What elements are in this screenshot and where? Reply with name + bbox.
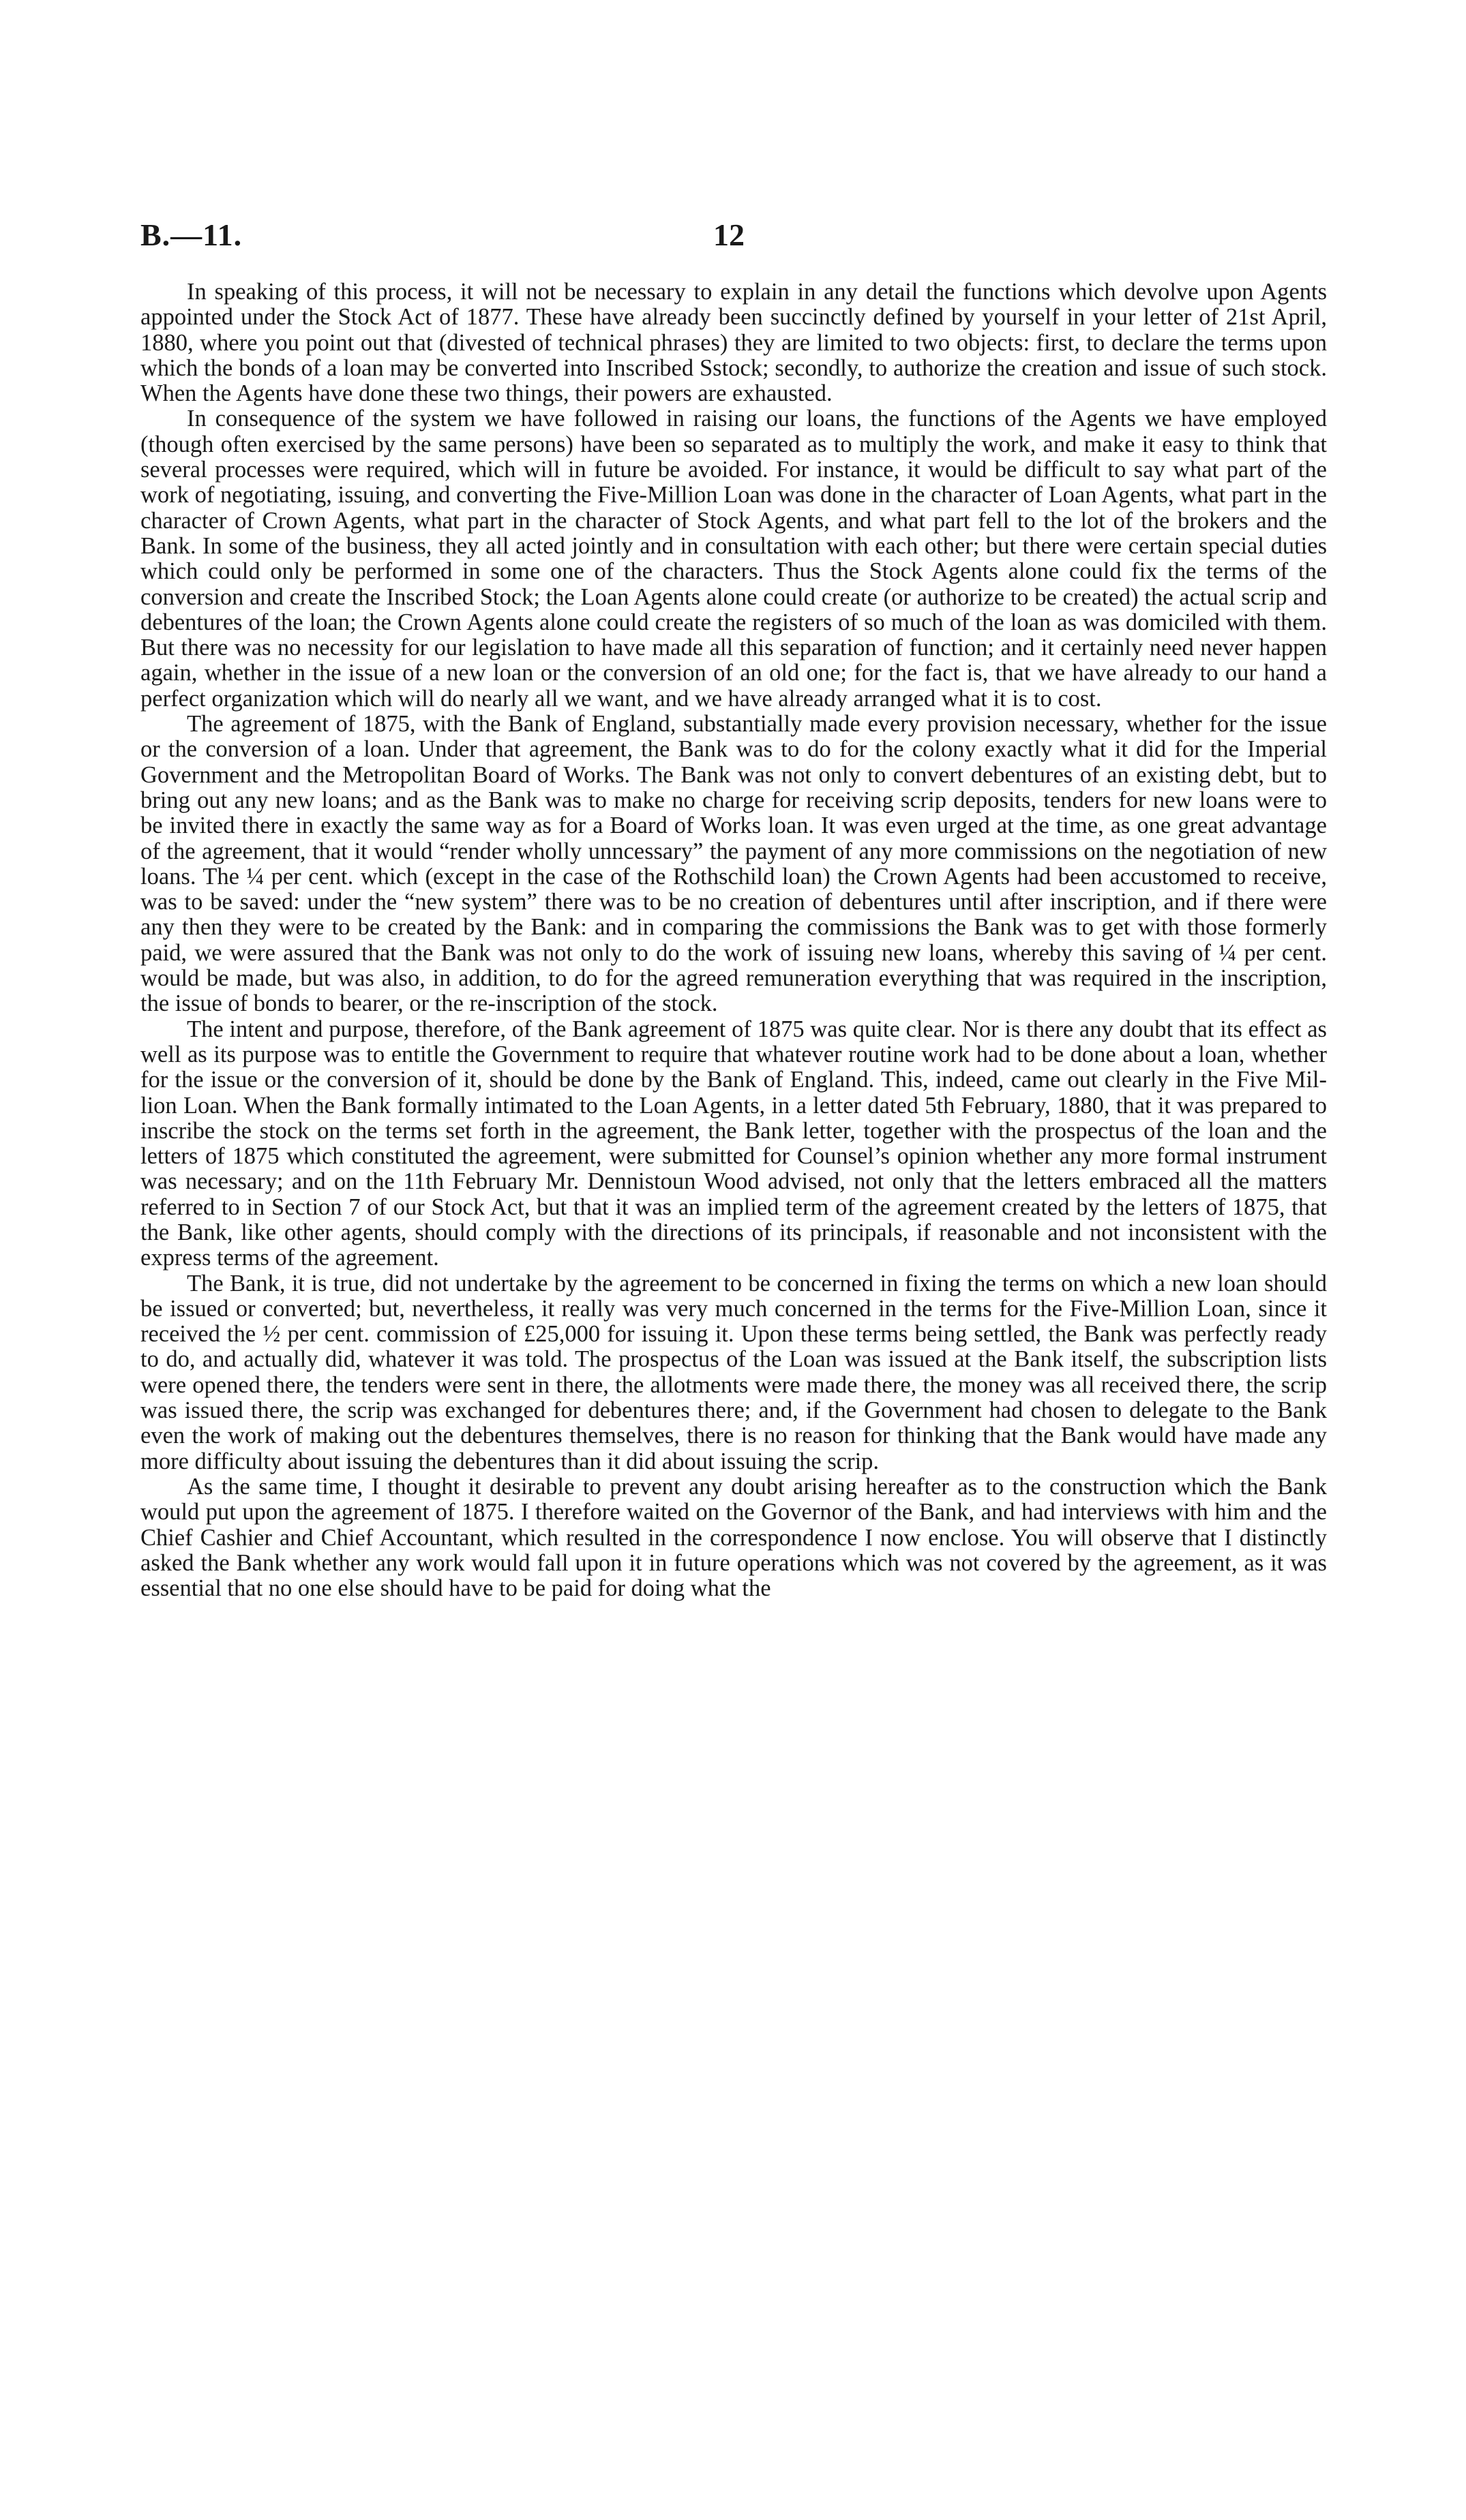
page-header — [140, 217, 1327, 258]
paragraph: The intent and purpose, therefore, of the Bank agreement of 1875 was quite clear. Nor is there any doubt that its effect as well as its purpose was to entitle the Government to require that whatever routine work had to be done about a loan, whether for the issue or the conversion of it, should be done by the Bank of England. This, indeed, came out clearly in the Five Million Loan. When the Bank formally intimated to the Loan Agents, in a letter dated 5th February, 1880, that it was prepared to inscribe the stock on the terms set forth in the agreement, the Bank letter, together with the prospectus of the loan and the letters of 1875 which constituted the agreement, were submitted for Counsel’s opinion whether any more formal instrument was necessary; and on the 11th February Mr. Dennistoun Wood advised, not only that the letters embraced all the matters referred to in Section 7 of our Stock Act, but that it was an implied term of the agreement created by the letters of 1875, that the Bank, like other agents, should comply with the directions of its principals, if reasonable and not inconsistent with the express terms of the agreement. — [140, 1016, 1327, 1271]
paragraph: In speaking of this process, it will not be necessary to explain in any detail the functions which devolve upon Agents appointed under the Stock Act of 1877. These have already been succinctly defined by yourself in your letter of 21st April, 1880, where you point out that (divested of technical phrases) they are limited to two objects: first, to declare the terms upon which the bonds of a loan may be converted into Inscribed Sstock; secondly, to authorize the creation and issue of such stock. When the Agents have done these two things, their powers are exhausted. — [140, 279, 1327, 407]
paragraph: The Bank, it is true, did not undertake by the agreement to be concerned in fixing the terms on which a new loan should be issued or converted; but, nevertheless, it really was very much concerned in the terms for the Five-Million Loan, since it received the ½ per cent. commission of £25,000 for issuing it. Upon these terms being settled, the Bank was perfectly ready to do, and actually did, whatever it was told. The prospectus of the Loan was issued at the Bank itself, the subscription lists were opened there, the tenders were sent in there, the allotments were made there, the money was all received there, the scrip was issued there, the scrip was exchanged for debentures there; and, if the Government had chosen to delegate to the Bank even the work of making out the debentures themselves, there is no reason for thinking that the Bank would have made any more difficulty about issuing the debentures than it did about issuing the scrip. — [140, 1270, 1327, 1474]
document-reference: B.—11. — [140, 217, 243, 252]
page-number: 12 — [713, 217, 745, 252]
paragraph: The agreement of 1875, with the Bank of England, substantially made every provision necessary, whether for the issue or the conversion of a loan. Under that agreement, the Bank was to do for the colony exactly what it did for the Imperial Government and the Metropolitan Board of Works. The Bank was not only to convert debentures of an existing debt, but to bring out any new loans; and as the Bank was to make no charge for receiving scrip deposits, tenders for new loans were to be invited there in exactly the same way as for a Board of Works loan. It was even urged at the time, as one great advantage of the agreement, that it would “render wholly unncessary” the payment of any more commissions on the negotiation of new loans. The ¼ per cent. which (except in the case of the Rothschild loan) the Crown Agents had been accustomed to receive, was to be saved: under the “new system” there was to be no creation of debentures until after inscription, and if there were any then they were to be created by the Bank: and in comparing the commissions the Bank was to get with those formerly paid, we were assured that the Bank was not only to do the work of issuing new loans, whereby this saving of ¼ per cent. would be made, but was also, in addition, to do for the agreed remuneration everything that was required in the inscription, the issue of bonds to bearer, or the re-inscription of the stock. — [140, 711, 1327, 1017]
paragraph: In consequence of the system we have followed in raising our loans, the functions of the Agents we have employed (though often exercised by the same persons) have been so separated as to multiply the work, and make it easy to think that several processes were required, which will in future be avoided. For instance, it would be difficult to say what part of the work of negotiating, issuing, and converting the Five-Million Loan was done in the character of Loan Agents, what part in the character of Crown Agents, what part in the character of Stock Agents, and what part fell to the lot of the brokers and the Bank. In some of the business, they all acted jointly and in consultation with each other; but there were certain special duties which could only be performed in some one of the characters. Thus the Stock Agents alone could fix the terms of the conversion and create the Inscribed Stock; the Loan Agents alone could create (or authorize to be created) the actual scrip and debentures of the loan; the Crown Agents alone could create the registers of so much of the loan as was domiciled with them. But there was no necessity for our legislation to have made all this separation of function; and it certainly need never happen again, whether in the issue of a new loan or the conversion of an old one; for the fact is, that we have already to our hand a perfect organization which will do nearly all we want, and we have already arranged what it is to cost. — [140, 406, 1327, 712]
document-body — [140, 279, 1327, 1601]
paragraph: As the same time, I thought it desirable to prevent any doubt arising hereafter as to the construction which the Bank would put upon the agreement of 1875. I therefore waited on the Governor of the Bank, and had interviews with him and the Chief Cashier and Chief Accountant, which resulted in the correspondence I now enclose. You will observe that I distinctly asked the Bank whether any work would fall upon it in future operations which was not covered by the agreement, as it was essential that no one else should have to be paid for doing what the — [140, 1473, 1327, 1602]
